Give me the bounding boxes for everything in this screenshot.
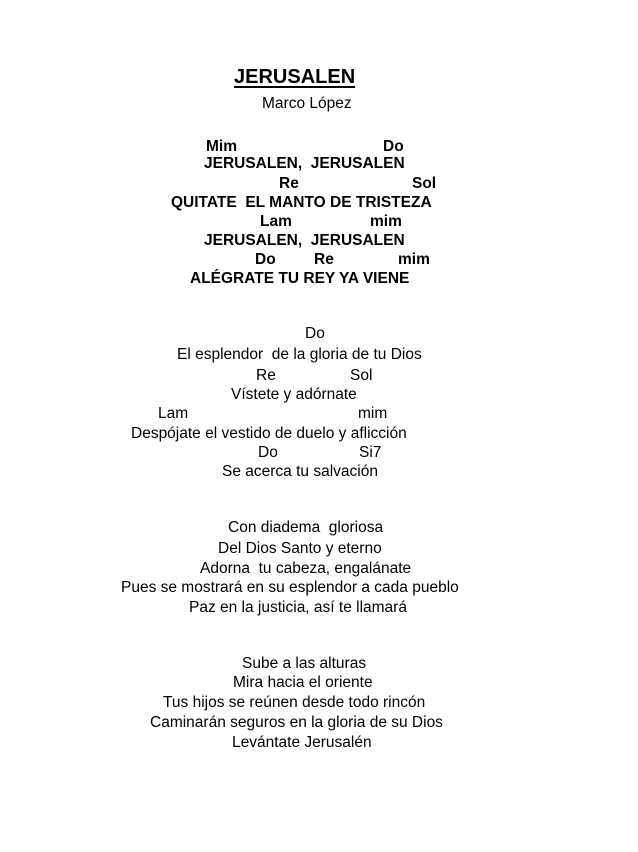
chord-mim: mim [370, 213, 402, 230]
chord-do: Do [305, 325, 325, 342]
chord-re: Re [279, 175, 299, 192]
verse1-lyric-3: Despójate el vestido de duelo y aflicción [131, 425, 407, 442]
chorus-lyric-1: JERUSALEN, JERUSALEN [204, 155, 405, 172]
verse1-lyric-1: El esplendor de la gloria de tu Dios [177, 346, 422, 363]
verse1-lyric-2: Vístete y adórnate [231, 386, 357, 403]
chord-lam: Lam [158, 405, 189, 422]
verse2-line-1: Con diadema gloriosa [228, 519, 384, 536]
chord-mim: mim [398, 251, 430, 268]
verse2-line-2: Del Dios Santo y eterno [218, 540, 382, 557]
chord-si7: Si7 [359, 444, 382, 461]
song-title: JERUSALEN [234, 66, 356, 88]
chord-sol: Sol [412, 175, 437, 192]
verse3-line-3: Tus hijos se reúnen desde todo rincón [163, 694, 426, 711]
verse2-line-3: Adorna tu cabeza, engalánate [200, 560, 412, 577]
chord-mim: Mim [206, 138, 237, 155]
verse2-line-5: Paz en la justicia, así te llamará [189, 599, 407, 616]
verse2-line-4: Pues se mostrará en su esplendor a cada pueblo [121, 579, 459, 596]
chord-re: Re [256, 367, 276, 384]
chord-lam: Lam [260, 213, 292, 230]
chord-do: Do [255, 251, 276, 268]
chorus-lyric-4: ALÉGRATE TU REY YA VIENE [190, 270, 410, 287]
song-author: Marco López [262, 95, 352, 112]
chorus-lyric-3: JERUSALEN, JERUSALEN [204, 232, 405, 249]
chord-re: Re [314, 251, 334, 268]
chord-do: Do [383, 138, 404, 155]
chorus-lyric-2: QUITATE EL MANTO DE TRISTEZA [171, 194, 432, 211]
verse1-lyric-4: Se acerca tu salvación [222, 463, 378, 480]
verse3-line-4: Caminarán seguros en la gloria de su Dios [150, 714, 443, 731]
chord-mim: mim [358, 405, 388, 422]
verse3-line-5: Levántate Jerusalén [232, 734, 372, 751]
verse3-line-1: Sube a las alturas [242, 655, 367, 672]
chord-sol: Sol [350, 367, 373, 384]
verse3-line-2: Mira hacia el oriente [233, 674, 373, 691]
chord-do: Do [258, 444, 278, 461]
